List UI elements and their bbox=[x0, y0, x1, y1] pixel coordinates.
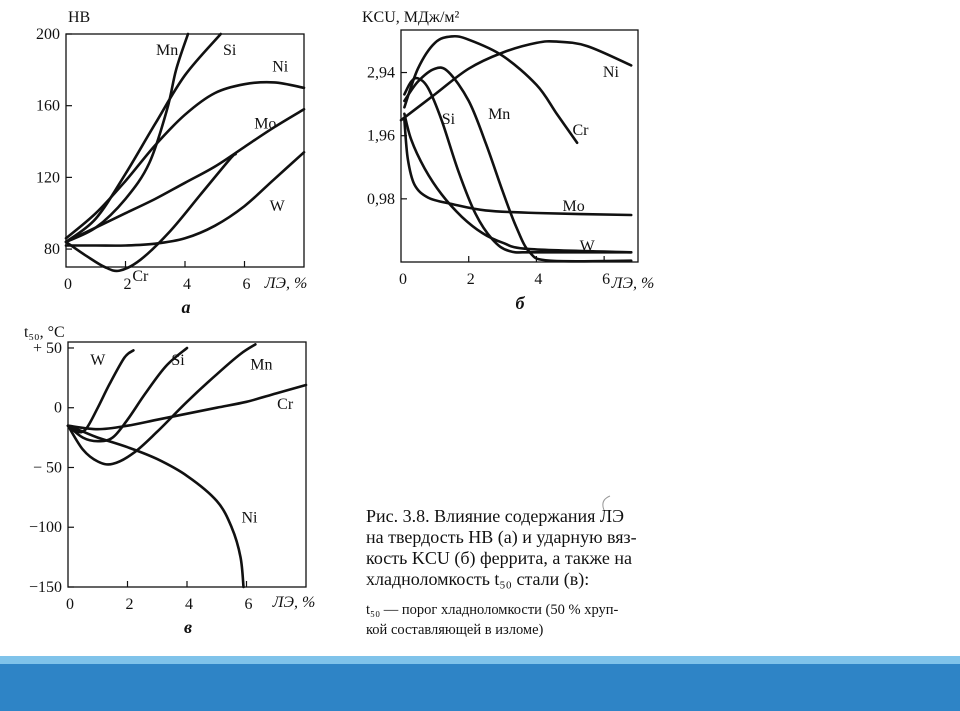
series-label-mo: Mo bbox=[254, 115, 277, 133]
series-line-cr bbox=[66, 154, 236, 271]
series-label-si: Si bbox=[222, 42, 237, 60]
y-tick-label: 2,94 bbox=[367, 64, 395, 82]
series-line-ni bbox=[68, 426, 244, 587]
x-tick-label: 2 bbox=[466, 271, 475, 288]
y-tick-label: 80 bbox=[44, 241, 60, 259]
series-label-ni: Ni bbox=[602, 63, 619, 81]
slide-footer-band bbox=[0, 664, 960, 711]
y-tick-label: 200 bbox=[36, 26, 60, 43]
series-label-mn: Mn bbox=[250, 356, 273, 374]
caption-line: кость KCU (б) феррита, а также на bbox=[366, 548, 632, 568]
x-axis-label: ЛЭ, % bbox=[611, 275, 655, 292]
series-label-cr: Cr bbox=[132, 267, 149, 285]
cold-brittleness-chart bbox=[24, 324, 315, 637]
y-axis-label: НВ bbox=[68, 9, 91, 26]
panel-label: в bbox=[183, 617, 193, 637]
figure-caption bbox=[366, 506, 678, 590]
series-label-mn: Mn bbox=[156, 42, 179, 60]
y-tick-label: 0,98 bbox=[367, 190, 395, 208]
series-label-mo: Mo bbox=[562, 197, 585, 215]
series-label-ni: Ni bbox=[241, 509, 258, 527]
series-label-cr: Cr bbox=[277, 396, 294, 414]
series-line-mn bbox=[404, 78, 631, 252]
series-line-si bbox=[404, 68, 631, 262]
y-tick-label: −100 bbox=[28, 519, 62, 537]
x-axis-label: ЛЭ, % bbox=[264, 275, 308, 292]
series-line-mn bbox=[66, 34, 188, 242]
series-label-w: W bbox=[269, 198, 285, 216]
plot-frame bbox=[66, 34, 304, 267]
x-tick-label: 2 bbox=[125, 596, 134, 613]
x-tick-label: 6 bbox=[244, 596, 253, 613]
x-tick-label: 4 bbox=[183, 276, 191, 293]
series-label-ni: Ni bbox=[272, 58, 289, 76]
y-axis-label: KCU, МДж/м² bbox=[362, 9, 460, 26]
series-label-si: Si bbox=[441, 110, 456, 128]
note-line: кой составляющей в изломе) bbox=[366, 622, 544, 638]
y-tick-label: 0 bbox=[54, 399, 62, 417]
x-tick-label: 0 bbox=[399, 271, 407, 288]
y-tick-label: − 50 bbox=[32, 459, 62, 477]
x-tick-label: 6 bbox=[602, 271, 611, 288]
y-axis-label: t₅₀, °C bbox=[24, 324, 65, 341]
x-tick-label: 2 bbox=[123, 276, 132, 293]
series-line-ni bbox=[401, 41, 631, 120]
series-label-cr: Cr bbox=[572, 121, 589, 139]
x-tick-label: 0 bbox=[66, 596, 74, 613]
note-line: t₅₀ — порог хладноломкости (50 % хруп- bbox=[366, 602, 619, 618]
x-tick-label: 0 bbox=[64, 276, 72, 293]
x-tick-label: 4 bbox=[185, 596, 193, 613]
caption-line: хладноломкость t₅₀ стали (в): bbox=[366, 569, 590, 589]
impact-toughness-chart bbox=[362, 9, 654, 313]
x-tick-label: 4 bbox=[534, 271, 543, 288]
y-tick-label: 120 bbox=[36, 169, 60, 187]
series-line-si bbox=[66, 34, 221, 242]
series-line-w bbox=[66, 152, 304, 245]
y-tick-label: + 50 bbox=[32, 339, 62, 357]
figure-note bbox=[366, 600, 682, 640]
panel-label: б bbox=[515, 293, 525, 313]
caption-line: Рис. 3.8. Влияние содержания ЛЭ bbox=[366, 506, 624, 526]
y-tick-label: 160 bbox=[36, 97, 60, 115]
series-label-w: W bbox=[90, 351, 106, 369]
series-label-w: W bbox=[579, 237, 595, 255]
y-tick-label: 1,96 bbox=[367, 127, 395, 145]
series-label-mn: Mn bbox=[488, 105, 511, 123]
caption-line: на твердость НВ (а) и ударную вяз- bbox=[366, 527, 637, 547]
series-line-cr bbox=[68, 385, 306, 429]
slide-footer-accent bbox=[0, 656, 960, 664]
series-line-mo bbox=[404, 120, 631, 215]
hardness-chart bbox=[36, 9, 307, 317]
x-tick-label: 6 bbox=[242, 276, 251, 293]
y-tick-label: −150 bbox=[28, 579, 62, 596]
x-axis-label: ЛЭ, % bbox=[272, 594, 316, 611]
series-label-si: Si bbox=[171, 351, 185, 369]
panel-label: а bbox=[181, 297, 191, 317]
